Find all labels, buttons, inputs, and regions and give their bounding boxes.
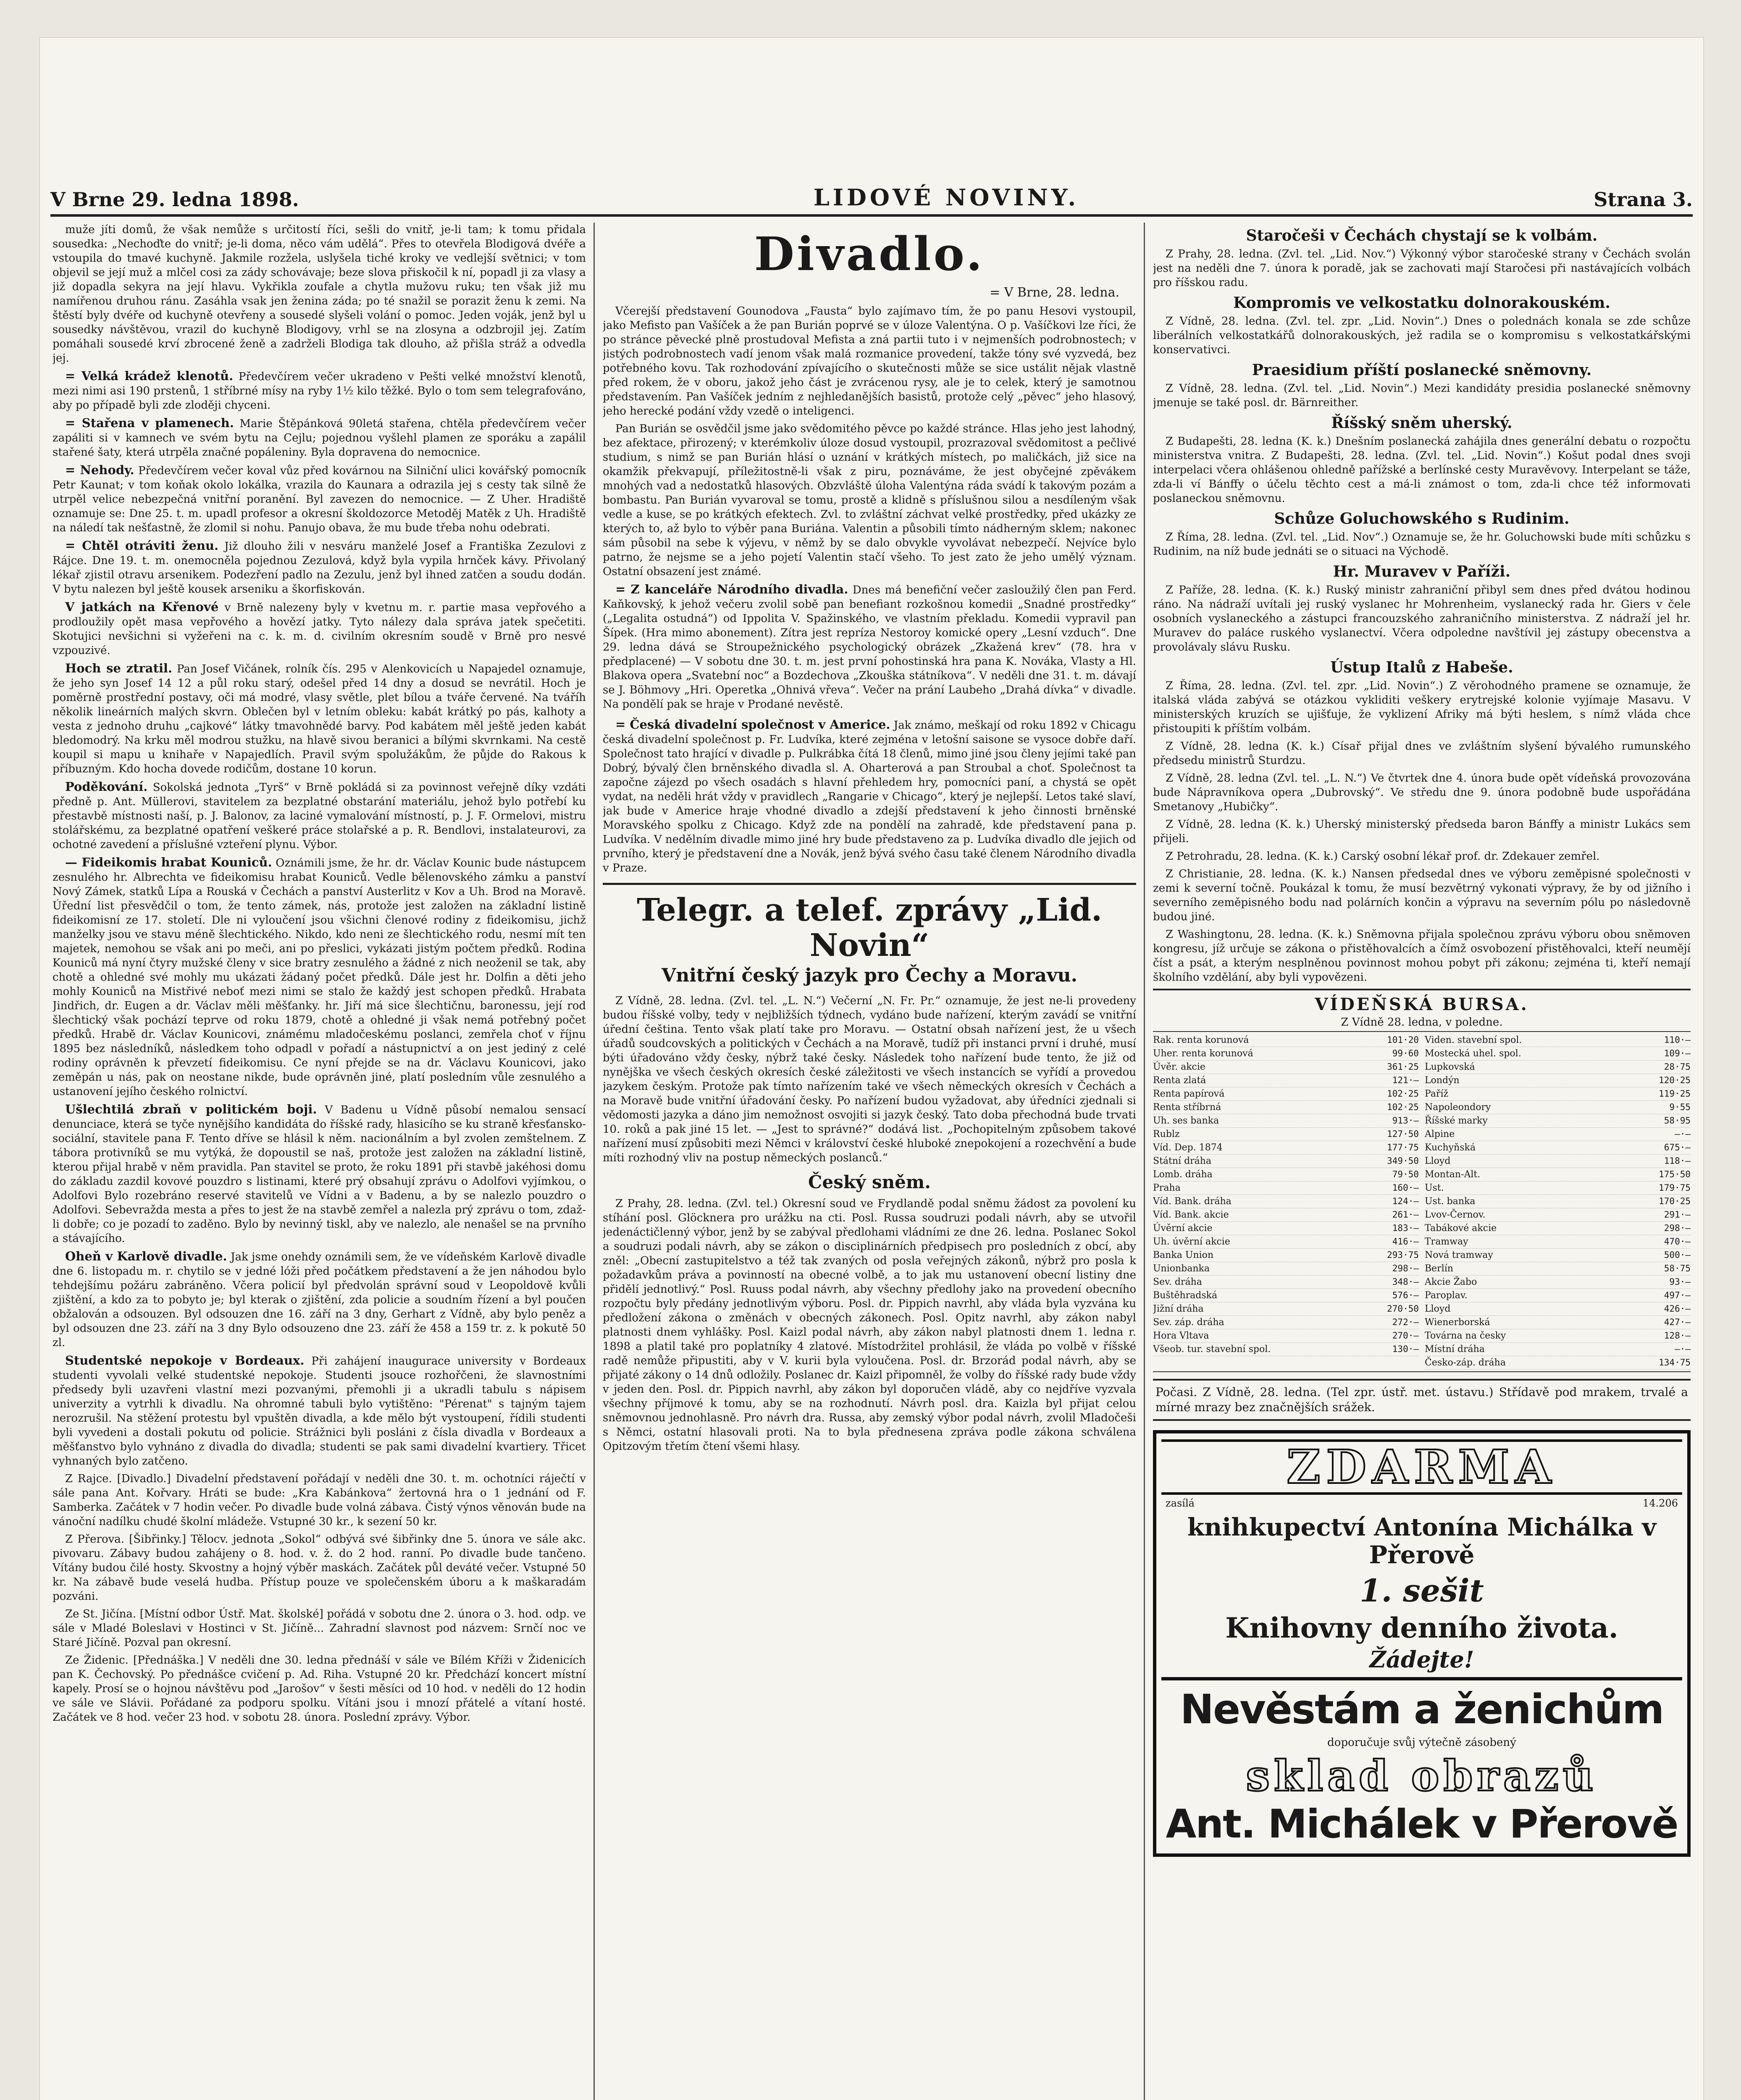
bursa-label: Uh. ses banka: [1153, 1116, 1219, 1126]
column-3: [1153, 223, 1691, 2100]
news-item: [53, 780, 586, 852]
bursa-label: Londýn: [1425, 1075, 1460, 1086]
bursa-row: [1153, 1034, 1419, 1047]
bursa-row: [1425, 1329, 1691, 1343]
news-item-head: Studentské nepokoje v Bordeaux.: [65, 1353, 305, 1368]
news-text: Z Budapešti, 28. ledna (K. k.) Dnešním poslanecká zahájila dnes generální debatu o rozpočtu ministerstva vnitra. Z Budapešti, 28. ledna. (Zvl. tel. „Lid. Novin“.) Košut podal dnes svoji interpelaci včera ohlášenou ohledně pařížské a berlínské cesty Muravěvovy. Interpelant se táže, zda-li ví Bánffy o účelu těchto cest a má-li známost o tom, zda-li chce též informovati poslaneckou sněmovnu.: [1153, 435, 1691, 505]
bursa-label: Akcie Žabo: [1425, 1277, 1477, 1287]
bursa-label: Viden. stavební spol.: [1425, 1035, 1522, 1045]
news-item-head: Ušlechtilá zbraň v politickém boji.: [65, 1102, 317, 1116]
bursa-row: [1425, 1356, 1691, 1370]
bursa-label: Továrna na česky: [1425, 1331, 1506, 1341]
news-item-head: = Nehody.: [65, 463, 134, 477]
bursa-value: 298·—: [1392, 1263, 1419, 1273]
bursa-value: 124·—: [1392, 1196, 1419, 1206]
newspaper-page: [40, 38, 1703, 2100]
bursa-row: [1153, 1222, 1419, 1235]
bursa-value: 416·—: [1392, 1236, 1419, 1247]
bursa-value: 93·—: [1669, 1277, 1691, 1287]
telegraph-text: Z Vídně, 28. ledna. (Zvl. tel. „L. N.“) Večerní „N. Fr. Pr.“ oznamuje, že jest ne-li provedeny budou říšské volby, tedy v nejbližších týdnech, vydáno bude nařízení, kterým zavádí se vnitřní úřední čeština. Tento však platí take pro Moravu. — Ostatní obsah nařízení jest, že u všech úřadů soudcovských a politických v Čechách a na Moravě, tudíž při instanci první i druhé, musí býti úřadováno vždy česky, nýbrž také česky. Následek toho nařízení bude tento, že již od nynějška ve všech českých okresích české záležitosti ve všech instancích se vyřídí a provedou jazykem českým. Protože pak tímto nařízením také ve všech německých okresích v Čechách a na Moravě bude vnitřní úřadování česky. Po nařízení budou vyžadovat, aby úředníci zjednali si vědomosti jazyka a dáno jim nemožnost osvojiti si jazyk český. Tato doba přechodná bude trvati 10. roků a pak jiné 15 let. — „Jest to správné?“ dodává list. „Pochopitelným způsobem takové nařízení musí způsobiti mezi Němci v království české hluboké znepokojení a rozechvění a bude míti rozhodný vliv na postup německých poslanců.“: [603, 995, 1136, 1164]
bursa-row: [1425, 1087, 1691, 1101]
bursa-value: 121·—: [1392, 1075, 1419, 1085]
bursa-value: 361·25: [1387, 1062, 1419, 1072]
bursa-value: 79·50: [1392, 1169, 1419, 1179]
bursa-label: Wienerborská: [1425, 1317, 1490, 1328]
ad-doporucuje: doporučuje svůj výtečně zásobený: [1327, 1736, 1516, 1749]
news-item: [53, 600, 586, 658]
bursa-value: 119·25: [1659, 1089, 1691, 1099]
bursa-row: [1153, 1289, 1419, 1302]
bursa-label: Paříž: [1425, 1089, 1449, 1099]
bursa-value: 110·—: [1664, 1035, 1691, 1045]
news-item-head: — Fideikomis hrabat Kouniců.: [65, 855, 272, 869]
bursa-column-right: [1425, 1034, 1691, 1370]
bursa-label: Všeob. tur. stavební spol.: [1153, 1344, 1271, 1354]
bursa-value: 120·25: [1659, 1075, 1691, 1085]
bursa-row: [1153, 1235, 1419, 1249]
bursa-row: [1153, 1316, 1419, 1329]
column-1: [53, 223, 586, 2100]
news-heading: Praesidium příští poslanecké sněmovny.: [1252, 361, 1592, 379]
header-date: V Brne 29. ledna 1898.: [50, 188, 299, 211]
news-item-text: Dnes má benefiční večer zasloužilý člen pan Ferd. Kaňkovský, k jehož večeru zvolil sobě pan benefiant rozkošnou komedii „Snadné prostředky“ („Legalita ostudná“) od Ippolita V. Spažinského, ve vlastním překladu. Komedii vypravil pan Šípek. (Hra mimo abonement). Zítra jest repríza Nestoroy komické opery „Lesní vzduch“. Dne 29. ledna dává se Stroupežnického psychologický obrázek „Zkažená krev“ (78. hra v předplacené) — V sobotu dne 30. t. m. jest první pohostinská hra pana K. Nováka, Vlasty a Hl. Blakova opera „Svatební noc“ a Bozdechova „Zkouška státníkova“. V neděli dne 31. t. m. dávají se J. Böhmovy „Hri. Operetka „Ohnivá vřeva“. Večer na prání Laubeho „Drahá dívka“ v divadle. Na pondělí pak se hraje v Prodané nevěstě.: [603, 584, 1136, 711]
bursa-label: Unionbanka: [1153, 1263, 1210, 1274]
bursa-label: Víd. Bank. akcie: [1153, 1210, 1229, 1220]
bursa-label: Uh. úvěrní akcie: [1153, 1236, 1230, 1247]
bursa-row: [1425, 1101, 1691, 1114]
news-item-text: Pan Josef Vičánek, rolník čís. 295 v Alenkovicích u Napajedel oznamuje, že jeho syn Josef 14 12 a půl roku starý, odešel před 14 dny a dosud se nevrátil. Hoch je poměrně prostřední postavy, oči má modré, vlasy světle, plet bílou a tváře červené. Na tváříh několik lineárních malých skvrn. Oblečen byl v letním obleku: kabát krátký po pás, kalhoty a vesta z jednoho druhu „cajkové“ látky tmavohnědé barvy. Pod kabátem měl ještě jeden kabát bledomodrý. Na krku měl modrou stužku, na hlavě sivou beranici a bílými skvrnkami. Na cestě koupil si mapu u knihaře v Napajedlích. Pravil svým spolužákům, že půjde do Rakous k příbuzným. Kdo hocha dovede rodičům, dostane 10 korun.: [53, 663, 586, 775]
news-item-head: = Česká divadelní společnost v Americe.: [615, 717, 890, 732]
bursa-row: [1153, 1329, 1419, 1343]
news-item-text: v Brně nalezeny byly v kvetnu m. r. partie masa vepřového a prodloužily opět masa vepřového a hovězí jatky. Tyto nálezy dala správa jatek spečetiti. Skotujici nevšichni si vyžeřeni na c. k. m. d. civilním okresním soudě v Brně pro nesvé vzpouzivé.: [53, 601, 586, 657]
news-item: [53, 855, 586, 1099]
bursa-label: Víd. Bank. dráha: [1153, 1196, 1232, 1207]
bursa-value: 175·50: [1659, 1169, 1691, 1179]
bursa-value: 913·—: [1392, 1116, 1419, 1126]
bursa-row: [1425, 1208, 1691, 1222]
theatre-review-para: Včerejší představení Gounodova „Fausta“ bylo zajímavo tím, že po panu Hesovi vystoupil, jako Mefisto pan Vašíček a že pan Burián poprvé se v úloze Valentýna. O p. Vašíčkovi lze říci, že po stránce pěvecké plně prostudoval Mefista a zná partii tuto i v nejmenších podrobnostech; v jistých podrobnostech vadí jenom však malá rozmanice provedení, takže tóny své vyzvedá, bez potřebného kovu. Tak rozhodování zpívajícího o skutečnosti může se sice ustálit nějak vlastně před rokem, že v oboru, jakož jeho část je zvrácenou rysy, ale je to celek, který je samotnou představením. Pan Vašíček jedním z nejhledanějších basistů, protože celý „pěvec“ jeho hlasový, jeho herecké podání vždy vzedě o inteligenci.: [603, 305, 1136, 417]
bursa-value: 576·—: [1392, 1290, 1419, 1300]
bursa-row: [1153, 1074, 1419, 1087]
bursa-label: Rak. renta korunová: [1153, 1035, 1249, 1045]
bursa-row: [1153, 1114, 1419, 1128]
masthead-title: LIDOVÉ NOVINY.: [813, 184, 1079, 211]
news-heading: Říšský sněm uherský.: [1331, 414, 1513, 432]
bursa-value: 130·—: [1392, 1344, 1419, 1354]
ad-sklad: sklad obrazů: [1246, 1751, 1598, 1801]
announcement: Ze St. Jičína. [Místní odbor Ústř. Mat. školské] pořádá v sobotu dne 2. února o 3. hod. odp. ve sále v Mladé Boleslavi v Hostinci v St. Jičíně... Zahradní slavnost pod názvem: Srnčí noc ve Staré Jičíně. Pozval pan okresní.: [53, 1608, 586, 1649]
news-text: Z Vídně, 28. ledna. (Zvl. tel. „Lid. Novin“.) Mezi kandidáty presidia poslanecké sněmovny jmenuje se také posl. dr. Bärnreither.: [1153, 382, 1691, 409]
news-item: [53, 1249, 586, 1350]
news-item: [53, 661, 586, 776]
ad-number: 14.206: [1643, 1497, 1678, 1509]
bursa-date: Z Vídně 28. ledna, v poledne.: [1341, 1016, 1503, 1029]
snem-heading: Český sněm.: [808, 1172, 931, 1192]
news-item-text: Jak známo, meškají od roku 1892 v Chicagu česká divadelní společnost p. Fr. Ludvíka, které zejména v letošní saisone se vysoce dobře daří. Společnost tato hrající v divadle p. Pulkrábka čítá 18 členů, mimo jiné jsou členy jejími také pan Dobrý, bývalý člen brněnského divadla sl. A. Oharterová a pan Stroubal a choť. Společnost ta započne zájezd po všech osadách s hlavní přehledem hry, pomocníci paní, a chystá se opět vydat, na neděli hrát vždy v pravidlech „Rangarie v Chicago“, který je nejlepší. Letos také slaví, jak bude v Americe hraje vhodné divadlo a zdejší představení k jeho činnosti brněnské Moravského spolku z Chicago. Když zde na pondělí na zahradě, kde představení pana p. Ludvíka. V nedělním divadle mimo jiné hry bude představeno za p. Ludvíka divadlo dle jejich od prvního, který je představení dne a Novák, jenž bývá svého času také členem Národního divadla v Praze.: [603, 719, 1136, 874]
bursa-value: 160·—: [1392, 1183, 1419, 1193]
bursa-value: 58·75: [1664, 1263, 1691, 1273]
bursa-value: 675·—: [1664, 1142, 1691, 1152]
announcement: Z Přerova. [Šibřinky.] Tělocv. jednota „Sokol“ odbývá své šibřinky dne 5. února ve sále akc. pivovaru. Zábavy budou zahájeny o 8. hod. v. ž. do 2 hod. ranní. Po divadle bude tančeno. Vítány budou čilé hosty. Skvostny a hojný výběr maskách. Začátek půl deváté večer. Vstupné 50 kr. Na zábavě bude veselá hudba. Přístup pouze ve společenském úboru a k maškaradám pozváni.: [53, 1533, 586, 1603]
telegraph-section-title: Telegr. a telef. zprávy „Lid. Novin“: [603, 883, 1136, 963]
bursa-label: Uher. renta korunová: [1153, 1048, 1253, 1059]
news-text: Z Říma, 28. ledna. (Zvl. tel. „Lid. Nov“.) Oznamuje se, že hr. Goluchowski bude míti schůzku s Rudinim, na níž bude jednáti se o situaci na Východě.: [1153, 531, 1691, 558]
bursa-value: 426·—: [1664, 1304, 1691, 1314]
bursa-label: Renta papírová: [1153, 1089, 1225, 1099]
section-title-divadlo: Divadlo.: [754, 227, 985, 281]
news-item-text: Marie Štěpánková 90letá stařena, chtěla předevčírem večer zapáliti si v kamnech ve svém bytu na Cejlu; pojednou vyšlehl plamen ze sporáku a zapálil stařené šaty, která utrpěla značné popáleniny. Byla dopravena do nemocnice.: [53, 417, 586, 459]
bursa-row: [1425, 1074, 1691, 1087]
bursa-value: 261·—: [1392, 1210, 1419, 1220]
bursa-label: Hora Vltava: [1153, 1331, 1209, 1341]
bursa-label: Renta zlatá: [1153, 1075, 1206, 1086]
page-number: Strana 3.: [1594, 188, 1693, 211]
bursa-row: [1153, 1249, 1419, 1262]
bursa-column-left: [1153, 1034, 1419, 1370]
short-news: Z Vídně, 28. ledna (Zvl. tel. „L. N.“) Ve čtvrtek dne 4. února bude opět vídeňská provozována bude Nápravníkova opera „Dubrovský“. Ve středu dne 9. února podobně bude uspořádána Smetanovy „Hubičky“.: [1153, 772, 1691, 813]
bursa-value: 58·95: [1664, 1116, 1691, 1126]
bursa-row: [1153, 1276, 1419, 1289]
theatre-review-para: Pan Burián se osvědčil jsme jako svědomitého pěvce po každé stránce. Hlas jeho jest lahodný, bez afektace, přirozený; v kterémkoliv úloze dosud vystoupil, prozrazoval svědomitost a pečlivé studium, s nimž se pan Burián hlásí o uznání v krátkých místech, po maličkách, již sice na okamžik překvapují, příležitostně-li však z piru, poznáváme, že jest obyčejné zpěvákem mnohých vad a nedostatků hlasových. Obzvláště úloha Valentýna ráda svádí k takovým pozám a bombastu. Pan Burián vyvaroval se tomu, prostě a klidně s příslušnou silou a nesdíleným však vedle a kuse, se po krátkých efektech. Zvl. to zvláštní záchvat velké prostředky, před ukázky ze kterých to, až bylo to výběr pana Buriána. Valentin a působili tímto nádherným sklem; nakonec sám působil na sebe k výjevu, v němž by se dalo obvykle vyvolávat nebezpečí. Nejvíce bylo patrno, že nejsme se a jeho pojetí Valentin stačí všeho. To jest zato že jeho umělý význam. Ostatní obsazení jest známé.: [603, 423, 1136, 578]
local-news-list: [53, 223, 586, 1468]
news-item: [53, 1353, 586, 1468]
bursa-value: 293·75: [1387, 1250, 1419, 1260]
ad-bookshop: knihkupectví Antonína Michálka v Přerově: [1187, 1513, 1657, 1569]
bursa-label: Praha: [1153, 1183, 1181, 1193]
snem-text: Z Prahy, 28. ledna. (Zvl. tel.) Okresní soud ve Frydlandě podal sněmu žádost za povolení ku stíhání posl. Glöcknera pro urážku na cti. Posl. Russa soudruzi podali návrh, aby se utvořil jedenáctičlenný výbor, jenž by se zabýval předlohami vládními ze dne 26. ledna. Poslanec Sokol a soudruzi podali návrh, aby se zákon o disciplinárních předpisech pro posledních z obcí, aby zněl: „Obecní zastupitelstvo a též tak zvaných od posla veřejných zákonů, nýbrž pro posla k požadavkům práva a povinností na obecné volbě, a to jak mu ustanovení obecní listiny dne přidělí jednotlivý.“ Posl. Ruuss podal návrh, aby všechny předlohy jako na provedení obecního rozpočtu byly předány jednotlivým výboru. Posl. dr. Pippich navrhl, aby vláda byla vyzvána ku předložení zákona o změnách v obecných zákonech. Posl. Opitz navrhl, aby zákon nabyl platnosti dnem vyhlášky. Posl. Kaizl podal návrh, aby zákon nabyl platnosti dnem 1. ledna r. 1898 a platil také pro poplatníky 4 zlatové. Místodržitel prohlásil, že vláda po volbě v říšské radě nemůže připustiti, aby v V. kurii byla vyloučena. Posl. dr. Brzorád podal návrh, aby se přijaté zákony o 14 dnů odložily. Poslanec dr. Kaizl připomněl, že volby do říšské rady bude vždy v jeden den. Posl. dr. Pippich navrhl, aby zákon byl doporučen vládě, aby co nejdříve vyzvala všechny příjmové k tomu, aby se na rozhodnutí. Návrh posl. dra. Kaizla byl přijat celou sněmovnou jednohlasně. Pro návrh dra. Russa, aby zemský výbor podal návrh, zvolil Mladočeši s Němci, ostatní hlasovali proti. Na to byla přednesena zpráva podle zákona schválena Opitzovým třetím čtení všemi hlasy.: [603, 1197, 1136, 1453]
news-item-text: Oznámili jsme, že hr. dr. Václav Kounic bude nástupcem zesnulého hr. Albrechta ve fideikomisu hrabat Kouniců. Vedle bělenovského zámku a panství Nový Zámek, statků Lípa a Rouská v Čechách a panství Austerlitz v Kov a Uh. Brod na Moravě. Úřední list přesvědčil o tom, že tento zámek, nás, protože jest založen na základní listině fideikomisní ze 17. století. Dle ni vyloučení jsou všichni členové rodiny z fideikomisu, jichž manželky jsou ve stavu méně šlechtického. Nikdo, kdo neni ze šlechtického rodu, nesmí mít ten majetek, nemohou se však ani po meči, ani po přeslici, vykázati jistým počtem předků. Rodina Kouniců má nyní čtyry mužské členy v sice bratry zesnulého a žádné z nich neoženil se tak, aby chotě a ohledné své mohly mu ukázati žádaný počet předků. Dále jest hr. Dolfin a děti jeho mohly Kouniců na Mistřivé neboť mezi nimi se stalo že každý jest schopen předků. Hrabata Jindřich, dr. Eugen a dr. Václav měli měšťanky. hr. Jiří má sice šlechtičnu, baronessu, její rod šlechtický však pochází teprve od roku 1879, chotě a ohledné ji však nemá potřebný počet předků. Hrabě dr. Václav Kounicovi, známému mladočeskému poslanci, zemřela choť v říjnu 1895 bez následníků, následkem toho odpadl v pořadí a nástupnictví a on jest jediný z celé rodiny oprávněn k převzetí fideikomisu. Ce nyní přejde se na dr. Václavu Kounicovi, jako zeměpán u nás, pak on neostane nikde, bude oprávněn jiné, platí posledním vůle zesnulého a ustanovení jejího českého rolnictví.: [53, 857, 586, 1098]
bursa-label: Sev. záp. dráha: [1153, 1317, 1224, 1328]
bursa-row: [1425, 1343, 1691, 1356]
news-item: [53, 369, 586, 412]
bursa-row: [1153, 1262, 1419, 1276]
bursa-label: Nová tramway: [1425, 1250, 1493, 1260]
bursa-value: 127·50: [1387, 1129, 1419, 1139]
bursa-value: 272·—: [1392, 1317, 1419, 1327]
bursa-label: Víd. Dep. 1874: [1153, 1142, 1223, 1153]
bursa-value: 102·25: [1387, 1089, 1419, 1099]
news-heading: Ústup Italů z Habeše.: [1330, 659, 1513, 676]
page-header: [50, 181, 1693, 217]
bursa-row: [1153, 1155, 1419, 1168]
news-text: Z Prahy, 28. ledna. (Zvl. tel. „Lid. Nov.“) Výkonný výbor staročeské strany v Čechách svolán jest na neděli dne 7. února k poradě, jak se zachovati mají Staročesi při nastávajících volbách pro říšskou radu.: [1153, 248, 1691, 289]
bursa-value: 179·75: [1659, 1183, 1691, 1193]
bursa-label: Lloyd: [1425, 1304, 1451, 1314]
telegraph-subhead: Vnitřní český jazyk pro Čechy a Moravu.: [662, 965, 1077, 986]
news-text: Z Říma, 28. ledna. (Zvl. tel. zpr. „Lid. Novin“.) Z věrohodného pramene se oznamuje, že italská vláda zabývá se otázkou vykliditi veškery erytrejské kolonie vyjímaje Masavu. V ministerských kruzích se ujišťuje, že vyklizení Afriky má býti heslem, s nímž vláda chce přistoupiti k příštím volbám.: [1153, 680, 1691, 735]
ad-zasila-row: [1161, 1497, 1682, 1509]
bursa-row: [1153, 1128, 1419, 1141]
column-rule: [1144, 223, 1145, 2100]
advertisement: [1153, 1430, 1691, 1857]
bursa-value: 170·25: [1659, 1196, 1691, 1206]
news-item-head: = Stařena v plamenech.: [65, 416, 234, 430]
news-heading: Staročeši v Čechách chystají se k volbám.: [1246, 227, 1598, 244]
bursa-label: Jižní dráha: [1153, 1304, 1204, 1314]
bursa-value: 500·—: [1664, 1250, 1691, 1260]
bursa-label: Sev. dráha: [1153, 1277, 1202, 1287]
bursa-value: 427·—: [1664, 1317, 1691, 1327]
news-item: [53, 223, 586, 365]
bursa-row: [1425, 1289, 1691, 1302]
column-2: [603, 223, 1136, 2100]
news-item-text: Již dlouho žili v nesváru manželé Josef a Františka Zezulovi z Rájce. Dne 19. t. m. onemocněla pojednou Zezulová, když byla vypila hrnček kávy. Přivolaný lékař zjistil otravu arsenikem. Podezření padlo na Zezulu, jenž byl ihned zatčen a soudu dodán. V bytu nalezen byl ještě kousek arseniku a škorfiskován.: [53, 540, 586, 596]
ad-michalek: Ant. Michálek v Přerově: [1166, 1801, 1678, 1847]
short-news: Z Vídně, 28. ledna (K. k.) Císař přijal dnes ve zvláštním slyšení bývalého rumunského předsedu ministrů Sturdzu.: [1153, 740, 1691, 767]
news-item-head: = Chtěl otráviti ženu.: [65, 538, 219, 553]
bursa-label: Ust.: [1425, 1183, 1444, 1193]
bursa-title: VÍDEŇSKÁ BURSA.: [1153, 989, 1691, 1014]
bursa-row: [1425, 1249, 1691, 1262]
bursa-label: Napoleondory: [1425, 1102, 1491, 1113]
news-item-text: V Badenu u Vídně působí nemalou sensací denunciace, která se tyče nynějšího kandidáta do říšské rady, hlasicího se ku straně křesťansko-sociální, stavitele pana F. Tento dříve se hlásil k něm. nacionálním a byl zvolen zemštelnem. Z tábora protivníků se mu vytýká, že dopoustil se naš, protože jest založen na základní listině, kterou přijal hrabě v něm pravidla. Pan stavitel se proto, že roku 1891 při stavbě jakéhosi domu do základu zazdil kovové pouzdro s listinami, které prý obsahují zprávu o Adolfovi vyjímkou, o Adolfovi Bylo rozebráno reservé stavitelů ve Vídni a v Badenu, a by se nalezlo pouzdro o Adolfovi. Sebevražda mesta a přes to jest že na stavbě zemřel a nalezla prý zprávu o tom, zdaž-li dobře; co je pozadí to zaděno. Bylo by nevinný tiskl, aby ve nalezlo, ale nenašel se na prvního a stávajícího.: [53, 1104, 586, 1245]
bursa-value: 177·75: [1387, 1142, 1419, 1152]
bursa-value: 134·75: [1659, 1357, 1691, 1368]
ad-request: Žádejte!: [1369, 1646, 1474, 1673]
bursa-row: [1153, 1047, 1419, 1060]
bursa-label: Úvěrní akcie: [1153, 1223, 1213, 1234]
news-item-head: Poděkování.: [65, 780, 148, 794]
bursa-label: Renta stříbrná: [1153, 1102, 1221, 1113]
bursa-row: [1153, 1087, 1419, 1101]
news-heading: Hr. Muravev v Paříži.: [1333, 563, 1511, 580]
news-text: Z Paříže, 28. ledna. (K. k.) Ruský ministr zahraniční přibyl sem dnes před dvátou hodinou ráno. Na nádraží uvítali jej ruský vyslanec hr Mohrenheim, vyslanecký rada hr. Giers v čele osobních vyslaneckého a zástupci francouzského zahraničního ministerstva. Z nádraží jel hr. Muravev do paláce ruského vyslanectví. Včera odpoledne navštívil jej zástupy obecenstva a provolávaly slávu Rusku.: [1153, 584, 1691, 654]
news-item: [53, 538, 586, 596]
news-text: Z Vídně, 28. ledna. (Zvl. tel. zpr. „Lid. Novin“.) Dnes o polednách konala se zde schůze liberálních velkostatkářů dolnorakouských, jež radila se o kompromisu s velkostatkářskými konservativci.: [1153, 315, 1691, 356]
bursa-value: 183·—: [1392, 1223, 1419, 1233]
bursa-label: Berlín: [1425, 1263, 1453, 1274]
bursa-label: Alpine: [1425, 1129, 1455, 1139]
short-news: Z Christianie, 28. ledna. (K. k.) Nansen předsedal dnes ve výboru zeměpisné společnosti v zemi k severní točně. Poukázal k tomu, že musí bezvětrný vykonati výpravy, že by od jižního i severního zeměpisného bodu nad polárních končin a výpravu na severním pólu po následovně budou jiné.: [1153, 868, 1691, 923]
bursa-row: [1425, 1034, 1691, 1047]
news-item-text: Předevčírem večer koval vůz před kovárnou na Silniční ulici kovářský pomocník Petr Kaunat; v tom koňak okolo lokálka, vrazila do Kaunara a odrazila jej s cesty tak silně že utrpěl velice nebezpečná vnitřní poranění. Byl zavezen do nemocnice. — Z Uher. Hradiště oznamuje se: Dne 25. t. m. upadl profesor a okresní školdozorce Metoděj Matěk z Uh. Hradiště na náledí tak nešťastně, že zlomil si nohu. Panujo obava, že mu bude třeba nohu odebrati.: [53, 465, 586, 534]
news-item-text: Při zahájení inaugurace university v Bordeaux studenti vyvolali velké studentské nepokoje. Studenti jsouce rozhořčeni, že slavnostními předsedy byli uzavřeni vlastní mezi pozvanými, přemohli ji a ukradli tabulu s nápisem univerzity a vytrhli k divadlu. Na ohromné tabuli bylo vytištěno: "Pérenat" s tajným tajem nerozrušil. Na stěžení protestu byl vpuštěn divadla, a kde mělo být vystoupení, řídili studenti byli vyvedeni a dostali pokutu od policie. Strážnici byli posláni z čísla divadla v Bordeaux a měšťanstvo bylo vyhnáno z divadla do divadla; studenti se pak sami divadelní kvartiery. Třicet vyhnaných bylo zatčeno.: [53, 1355, 586, 1467]
bursa-label: Banka Union: [1153, 1250, 1214, 1260]
bursa-value: 497·—: [1664, 1290, 1691, 1300]
news-item: [603, 582, 1136, 711]
weather-report: Počasi. Z Vídně, 28. ledna. (Tel zpr. ústř. met. ústavu.) Střídavě pod mrakem, trvalé a mírné mrazy bez značnějších srážek.: [1153, 1379, 1691, 1421]
bursa-value: 291·—: [1664, 1210, 1691, 1220]
news-item-text: Sokolská jednota „Tyrš“ v Brně pokládá si za povinnost veřejně díky vzdáti předně p. Ant. Müllerovi, stavitelem za bezplatné obstarání materiálu, jehož bylo potřebí ku přestavbě místnosti naší, p. J. Balonov, za laciné vymalování místností, p. J. F. Ormelovi, mistru stolářskému, za bezplatné opatření veškeré práce stolařské a p. R. Bendlovi, instalateurovi, za ochotné zavedení a příslušné vzteření plynu. Výbor.: [53, 781, 586, 851]
bursa-row: [1425, 1195, 1691, 1208]
bursa-label: Buštěhradská: [1153, 1290, 1218, 1301]
news-item-head: V jatkách na Křenové: [65, 600, 219, 614]
bursa-row: [1153, 1141, 1419, 1155]
bursa-row: [1425, 1114, 1691, 1128]
news-item: [53, 463, 586, 535]
bursa-label: Lomb. dráha: [1153, 1169, 1213, 1180]
bursa-label: Česko-záp. dráha: [1425, 1357, 1506, 1368]
bursa-label: Kuchyňská: [1425, 1142, 1476, 1153]
bursa-row: [1425, 1302, 1691, 1316]
bursa-label: Lvov-Černov.: [1425, 1210, 1486, 1220]
bursa-label: Lloyd: [1425, 1156, 1451, 1166]
bursa-row: [1153, 1101, 1419, 1114]
ad-zdarma: ZDARMA: [1161, 1439, 1682, 1495]
bursa-row: [1153, 1181, 1419, 1195]
news-item-head: = Velká krádež klenotů.: [65, 369, 234, 383]
bursa-label: Úvěr. akcie: [1153, 1062, 1205, 1072]
bursa-label: Státní dráha: [1153, 1156, 1212, 1166]
bursa-value: 270·—: [1392, 1331, 1419, 1341]
bursa-row: [1425, 1060, 1691, 1074]
bursa-label: Říšské marky: [1425, 1116, 1488, 1126]
short-news-list: [1153, 739, 1691, 984]
bursa-value: 118·—: [1664, 1156, 1691, 1166]
bursa-value: 270·50: [1387, 1304, 1419, 1314]
ad-issue: 1. sešit: [1360, 1573, 1484, 1609]
bursa-row: [1425, 1316, 1691, 1329]
ad-nevestam: Nevěstám a ženichům: [1161, 1677, 1682, 1732]
bursa-row: [1425, 1262, 1691, 1276]
short-news: Z Petrohradu, 28. ledna. (K. k.) Carský osobní lékař prof. dr. Zdekauer zemřel.: [1166, 850, 1600, 863]
bursa-row: [1425, 1047, 1691, 1060]
bursa-row: [1425, 1276, 1691, 1289]
bursa-value: 101·20: [1387, 1035, 1419, 1045]
bursa-table: [1153, 1031, 1691, 1372]
bursa-label: Mostecká uhel. spol.: [1425, 1048, 1521, 1059]
bursa-row: [1153, 1168, 1419, 1181]
bursa-row: [1425, 1128, 1691, 1141]
news-item-text: Předevčírem večer ukradeno v Pešti velké množství klenotů, mezi nimi asi 190 prstenů, 1 stříbrné mísy na ryby 1½ kilo těžké. Bylo o tom sem telegrafováno, aby po případě byli zde zloději chyceni.: [53, 370, 586, 412]
news-item: [603, 717, 1136, 875]
announcements-list: [53, 1472, 586, 1725]
news-item-text: Jak jsme onehdy oznámili sem, že ve vídeňském Karlově divadle dne 6. listopadu m. r. chytilo se v jedné lóži před počátkem představení a že jen náhodou bylo tehdejšímu požáru zabráněno. Včera policií byl předvolán správní soud v Leopoldově kvůli zjištění, a kdo za to pobyto je; byl kterak o zjištění, zda policie a soudním řízení a byl poučen obžalován a odsouzen. Byl odsouzen dne 16. září na 3 dny, Gerhart z Vídně, aby bylo peněz a byl odsouzen dne 23. září na 3 dny Bylo odsouzeno dne 23. září že 458 a 159 tr. z. k pokutě 50 zl.: [53, 1251, 586, 1349]
short-news: Z Vídně, 28. ledna (K. k.) Uherský ministerský předseda baron Bánffy a ministr Lukács sem přijeli.: [1153, 818, 1691, 845]
bursa-label: Tabákové akcie: [1425, 1223, 1497, 1234]
news-heading: Kompromis ve velkostatku dolnorakouském.: [1233, 294, 1610, 312]
short-news: Z Washingtonu, 28. ledna. (K. k.) Sněmovna přijala společnou zprávu výboru obou sněmoven kongresu, jíž určuje se zákona o přistěhovalcích a čímž osvobození přistěhovalci, kteří neumějí číst a psát, a kterým nesplněnou povinnost mohou pobyt při zákonu; zejména ti, kteří nemají školního vzdělání, aby byli vypovězeni.: [1153, 928, 1691, 984]
news-item-text: muže jíti domů, že však nemůže s určitostí říci, sešli do vnitř, je-li tam; k tomu přidala sousedka: „Nechoďte do vnitř; je-li doma, něco vám udělá“. Přes to otevřela Blodigová dvéře a vstoupila do tmavé kuchyně. Jakmile rozžela, uslyšela tiché kroky ve vedlejší světnici; v tom objevil se její muž a mlčel cosi za zády schovávaje; beze slova přiskočil k ní, popadl ji za vlasy a již dopadla sekyra na její hlavu. Vykřikla zoufale a chytla mužovu ruku; ten však již mu namířenou druhou ránu. Zasáhla vsak jen ženina záda; po té snažil se porazit ženu k zemi. Na štěstí byly dvéře od kuchyně otevřeny a sousedé slyšeli volání o pomoc. Jeden voják, jenž byl u sousedky návštěvou, vrazil do kuchyně Blodigovy, vrhl se na zlosyna a odzbrojil jej. Zatím pomáhali sousedé krví zbrocené ženě a zadrželi Blodiga tak dlouho, až přišla stráž a odvedla jej.: [53, 223, 586, 365]
bursa-value: 128·—: [1664, 1331, 1691, 1341]
bursa-row: [1153, 1060, 1419, 1074]
bursa-row: [1425, 1181, 1691, 1195]
bursa-value: —·—: [1675, 1129, 1691, 1139]
bursa-row: [1425, 1141, 1691, 1155]
bursa-row: [1425, 1235, 1691, 1249]
bursa-value: 349·50: [1387, 1156, 1419, 1166]
announcement: Ze Židenic. [Přednáška.] V neděli dne 30. ledna přednáší v sále ve Bílém Kříži v Židenicích pan K. Čechovský. Po přednášce cvičení p. Ad. Riha. Vstupné 20 kr. Předchází koncert místní kapely. Prosí se o hojnou návštěvu pod „Jarošov“ v šesti měsíci od 10 hod. v neděli do 12 hodin ve sále ve Slávii. Pořádané za podporu spolku. Vítáni jsou i mnozí přátelé a vítaní hosté. Začátek ve 8 hod. večer 23 hod. v sobotu 28. února. Poslední zprávy. Výbor.: [53, 1654, 586, 1724]
bursa-row: [1425, 1155, 1691, 1168]
ad-library: Knihovny denního života.: [1225, 1612, 1618, 1644]
news-item-head: Hoch se ztratil.: [65, 661, 173, 675]
bursa-label: Rublz: [1153, 1129, 1180, 1139]
bursa-value: 470·—: [1664, 1236, 1691, 1247]
bursa-value: 348·—: [1392, 1277, 1419, 1287]
telegraph-news-list: [1153, 227, 1691, 736]
column-rule: [593, 223, 595, 2100]
bursa-label: Ust. banka: [1425, 1196, 1476, 1207]
bursa-label: Místní dráha: [1425, 1344, 1485, 1354]
bursa-label: Montan-Alt.: [1425, 1169, 1481, 1180]
news-item-head: = Z kanceláře Národního divadla.: [615, 582, 848, 596]
bursa-row: [1425, 1222, 1691, 1235]
bursa-value: 99·60: [1392, 1048, 1419, 1058]
bursa-label: Lupkovská: [1425, 1062, 1475, 1072]
dateline: = V Brne, 28. ledna.: [990, 285, 1119, 300]
bursa-value: 298·—: [1664, 1223, 1691, 1233]
ad-zasila: zasílá: [1166, 1497, 1195, 1509]
bursa-row: [1153, 1302, 1419, 1316]
bursa-value: 9·55: [1669, 1102, 1691, 1112]
news-item: [53, 1102, 586, 1246]
bursa-row: [1153, 1208, 1419, 1222]
bursa-value: 109·—: [1664, 1048, 1691, 1058]
bursa-row: [1425, 1168, 1691, 1181]
news-heading: Schůze Goluchowského s Rudinim.: [1274, 510, 1570, 528]
bursa-value: 102·25: [1387, 1102, 1419, 1112]
bursa-value: 28·75: [1664, 1062, 1691, 1072]
bursa-label: Paroplav.: [1425, 1290, 1468, 1301]
news-item: [53, 416, 586, 459]
announcement: Z Rajce. [Divadlo.] Divadelní představení pořádají v neděli dne 30. t. m. ochotníci ráječtí v sále pana Ant. Kořvary. Hráti se bude: „Kra Kabánkova“ žertovná hra o 1 jednání od F. Samberka. Začátek v 7 hodin večer. Po divadle bude volná zábava. Čistý výnos věnován bude na vánoční nadílku chudé školní mládeže. Vstupné 30 kr., k sezení 50 kr.: [53, 1473, 586, 1528]
bursa-row: [1153, 1343, 1419, 1356]
bursa-label: Tramway: [1425, 1236, 1468, 1247]
bursa-value: —·—: [1675, 1344, 1691, 1354]
bursa-row: [1153, 1195, 1419, 1208]
news-item-head: Oheň v Karlově divadle.: [65, 1249, 227, 1263]
